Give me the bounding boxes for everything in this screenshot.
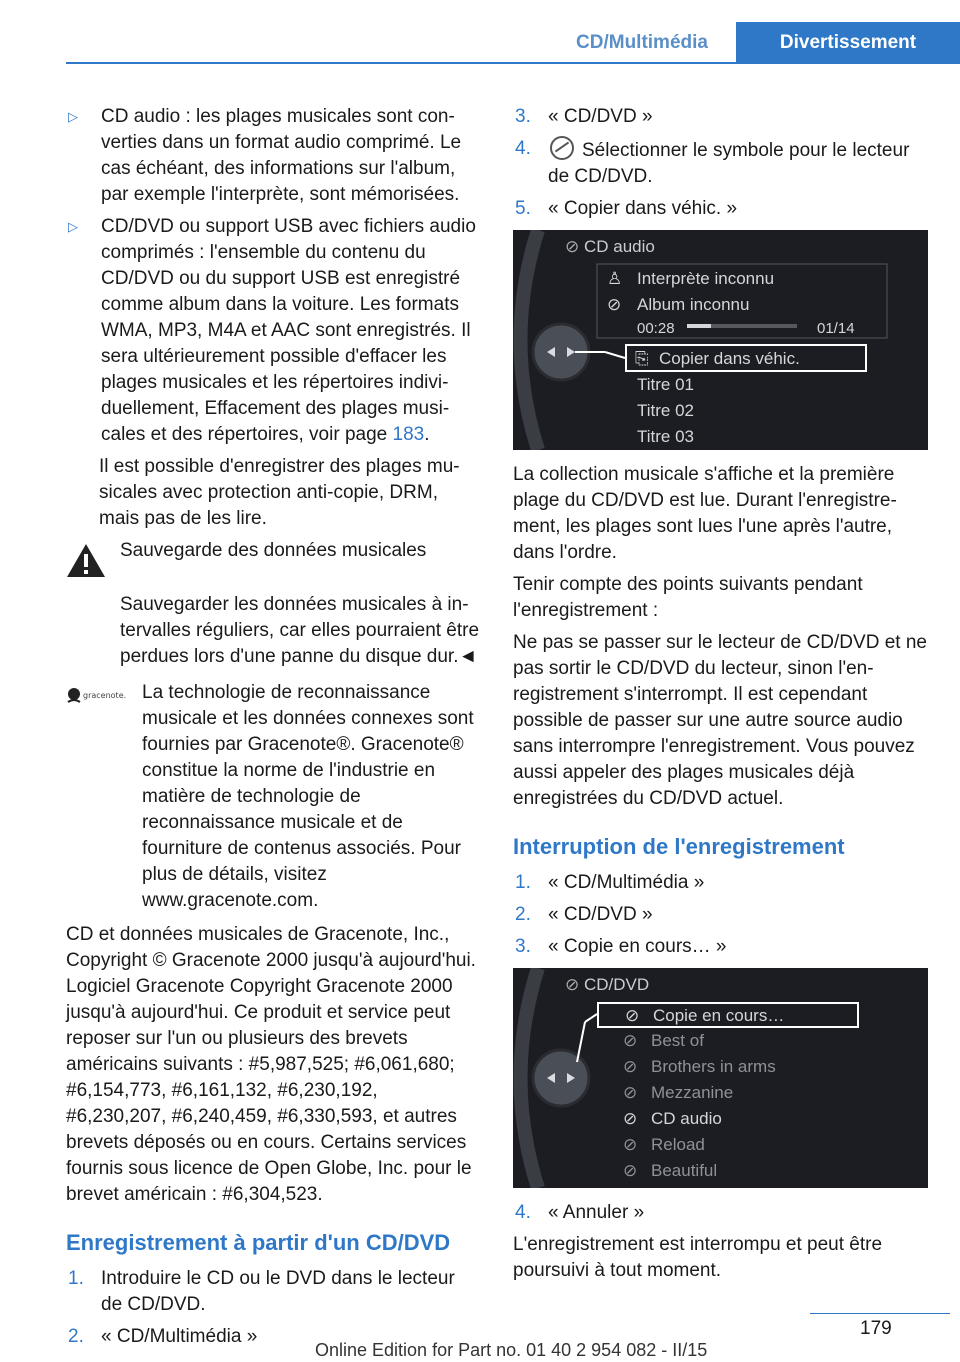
page-link[interactable]: 183 [392, 424, 425, 445]
gracenote-note [66, 680, 480, 914]
step-number: 4. [515, 138, 531, 159]
cd-icon: ⊘ [565, 237, 584, 256]
left-column [66, 104, 480, 1356]
cd-icon: ⊘ [623, 1057, 638, 1076]
step-number: 2. [68, 1326, 84, 1347]
svg-text:gracenote.: gracenote. [83, 691, 127, 700]
bullet-text: CD audio : les plages musicales sont converties dans un format audio comprimé. Le cas échéant, des informations sur l'album, par exemple l'interprète, sont mémorisées. [101, 106, 462, 205]
warning-body: Sauvegarder les données musicales à intervalles réguliers, car elles pourraient être perdues lors d'une panne du disque dur.◄ [120, 594, 480, 667]
bullet-paragraph: Il est possible d'enregistrer des plages musicales avec protection anti-copie, DRM, mais pas de les lire. [99, 456, 460, 529]
album-item[interactable]: Mezzanine [651, 1083, 734, 1102]
right-column [513, 104, 931, 1290]
person-icon: ♙ [607, 269, 623, 288]
numbered-step [513, 136, 931, 190]
cd-icon: ⊘ [607, 295, 622, 314]
elapsed-time: 00:28 [637, 320, 675, 337]
step-text: « Copier dans véhic. » [548, 198, 738, 219]
cd-icon: ⊘ [623, 1031, 638, 1050]
cd-icon: ⊘ [565, 975, 584, 994]
playback-progress-bar [687, 324, 797, 328]
step-text: Introduire le CD ou le DVD dans le lecteur de CD/DVD. [101, 1268, 455, 1315]
step-number: 4. [515, 1202, 531, 1223]
header-rule [66, 62, 960, 64]
numbered-step [513, 870, 931, 896]
screen-title [565, 234, 655, 260]
warning-text [66, 592, 480, 670]
step-number: 3. [515, 936, 531, 957]
album-item[interactable]: Beautiful [651, 1161, 718, 1180]
warning-title: Sauvegarde des données musicales [120, 540, 427, 561]
numbered-step [513, 104, 931, 130]
section-heading: Interruption de l'enregistrement [513, 834, 845, 859]
step-text: « Annuler » [548, 1202, 645, 1223]
track-counter: 01/14 [817, 320, 855, 337]
step-text: « CD/Multimédia » [548, 872, 705, 893]
track-item[interactable]: Titre 03 [637, 427, 695, 446]
section-tab-cd-multimedia: CD/Multimédia [576, 32, 708, 53]
numbered-step [513, 934, 931, 960]
album-item[interactable]: Brothers in arms [651, 1057, 776, 1076]
numbered-step [513, 196, 931, 222]
numbered-step [513, 1200, 931, 1226]
track-item[interactable]: Titre 01 [637, 375, 695, 394]
step-text: « CD/DVD » [548, 106, 653, 127]
page-number: 179 [860, 1318, 892, 1339]
copying-menu-item[interactable] [597, 1002, 859, 1028]
bullet-item [66, 104, 480, 208]
step-text-with-icon [548, 136, 931, 190]
step-number: 3. [515, 106, 531, 127]
cd-dvd-drive-icon [550, 136, 574, 160]
track-item[interactable]: Titre 02 [637, 401, 695, 420]
step-number: 1. [68, 1268, 84, 1289]
copyright-text: CD et données musicales de Gracenote, Inc., Copyright © Gracenote 2000 jusqu'à aujourd'hui. Logiciel Gracenote Copyright Gracenote 2000 jusqu'à aujourd'hui. Ce produit et service peut reposer sur l'un ou plusieurs des brevets américains suivants : #5,987,525; #6,061,680; #6,154,773, #6,161,132, #6,230,192, #6,230,207, #6,240,459, #6,330,593, et autres brevets déposés ou en cours. Certains services fournis sous licence de Open Globe, Inc. pour le brevet américain : #6,304,523. [66, 924, 476, 1205]
screen-title-text: CD/DVD [583, 975, 650, 994]
bullet-text-main: CD/DVD ou support USB avec fichiers audio comprimés : l'ensemble du contenu du CD/DVD ou du support USB est enregistré comme album dans la voiture. Les formats WMA, MP3, M4A et AAC sont enregistrés. Il sera ultérieurement possible d'effacer les plages musicales et les répertoires individuellement, Effacement des plages musicales et des répertoires, voir page [101, 216, 476, 445]
edition-footer: Online Edition for Part no. 01 40 2 954 082 - II/15 [315, 1340, 708, 1360]
album-item[interactable]: Reload [651, 1135, 705, 1154]
step-number: 2. [515, 904, 531, 925]
bullet-text-end: . [424, 424, 430, 445]
copy-to-vehicle-menu-item[interactable] [625, 344, 867, 372]
body-paragraph: La collection musicale s'affiche et la première plage du CD/DVD est lue. Durant l'enregistrement, les plages sont lues l'une après l'autre, dans l'ordre. [513, 464, 897, 563]
body-paragraph: Tenir compte des points suivants pendant l'enregistrement : [513, 574, 863, 621]
triangle-bullet-icon: ▷ [68, 219, 78, 234]
step-number: 5. [515, 198, 531, 219]
menu-item-label: Copie en cours… [653, 1006, 785, 1025]
cd-icon: ⊘ [623, 1083, 638, 1102]
screen-title-text: CD audio [583, 237, 655, 256]
numbered-step [66, 1266, 480, 1318]
step-text: « Copie en cours… » [548, 936, 727, 957]
step-text: « CD/Multimédia » [101, 1326, 258, 1347]
cd-icon: ⊘ [623, 1161, 638, 1180]
numbered-step [513, 902, 931, 928]
playback-progress-fill [687, 324, 711, 328]
page-header [548, 22, 960, 62]
body-paragraph: L'enregistrement est interrompu et peut être poursuivi à tout moment. [513, 1234, 883, 1281]
step-text: Sélectionner le symbole pour le lecteur de CD/DVD. [548, 140, 910, 187]
body-paragraph: Ne pas se passer sur le lecteur de CD/DVD et ne pas sortir le CD/DVD du lecteur, sinon l'enregistrement s'interrompt. Il est cependant possible de passer sur une autre source audio sans interrompre l'enregistrement. Vous pouvez aussi appeler des plages musicales déjà enregistrées du CD/DVD actuel. [513, 632, 927, 809]
album-item[interactable]: Best of [651, 1031, 704, 1050]
chapter-tab-divertissement: Divertissement [736, 22, 960, 62]
controller-graphic [513, 230, 928, 450]
footer-rule [810, 1313, 950, 1314]
album-item[interactable]: CD audio [651, 1109, 722, 1128]
step-number: 1. [515, 872, 531, 893]
section-heading: Enregistrement à partir d'un CD/DVD [66, 1230, 451, 1255]
cd-icon: ⊘ [623, 1135, 638, 1154]
album-label: Album inconnu [637, 295, 750, 314]
warning-note [66, 538, 480, 586]
bullet-text [101, 214, 480, 448]
cd-icon: ⊘ [623, 1109, 638, 1128]
gracenote-text: La technologie de reconnaissance musicale et les données connexes sont fournies par Gracenote®. Gracenote® constitue la norme de l'industrie en matière de technologie de reconnaissance musicale et de fourniture de contenus associés. Pour plus de détails, visitez www.gracenote.com. [142, 682, 474, 911]
warning-icon [66, 538, 116, 586]
bullet-item [66, 214, 480, 448]
idrive-screen-cd-audio [513, 230, 928, 450]
screen-title [565, 972, 649, 998]
artist-label: Interprète inconnu [637, 269, 775, 288]
gracenote-logo-icon [66, 680, 142, 914]
idrive-screen-cd-dvd [513, 968, 928, 1188]
cd-icon: ⊘ [625, 1006, 640, 1025]
copy-icon: ⎘ [635, 349, 649, 368]
menu-item-label: Copier dans véhic. [659, 349, 800, 368]
step-text: « CD/DVD » [548, 904, 653, 925]
triangle-bullet-icon: ▷ [68, 109, 78, 124]
